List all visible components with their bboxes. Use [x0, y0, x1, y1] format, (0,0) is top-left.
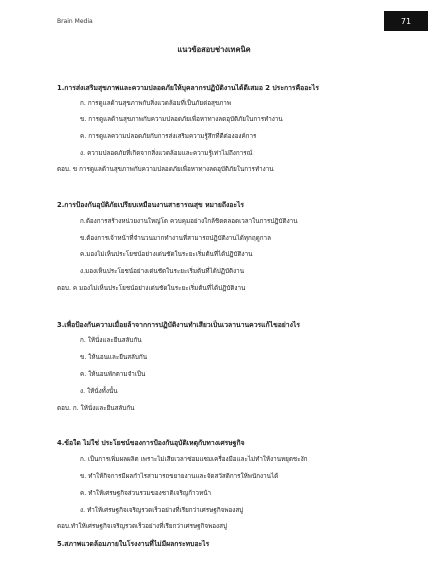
answer-text: ตอบ. ก. ให้นั่งและยืนสลับกัน — [57, 405, 135, 412]
brand-name: Brain Media — [57, 18, 93, 25]
choice-text: ค. การดูแลความปลอดภัยกับการส่งเสริมความรู้สึกที่ดีต่ององค์การ — [80, 133, 257, 140]
choice-text: ข.ต้องการเจ้าหน้าที่จำนวนมากทำงานที่สามารถปฏิบัติงานได้ทุกฤดูกาล — [80, 235, 271, 242]
page-number-badge — [384, 11, 428, 31]
answer-text: ตอบ. ค มองไม่เห็นประโยชน์อย่างเด่นชัดในระยะเริ่มต้นที่ได้ปฏิบัติงาน — [57, 285, 246, 292]
choice-text: ค. ให้นอนพักตามจำเป็น — [80, 371, 146, 378]
choice-text: ง. ความปลอดภัยที่เกิดจากสิ่งแวดล้อมและความรู้เท่าไม่ถึงการณ์ — [80, 150, 253, 157]
question-text: 3.เพื่อป้องกันความเมื่อยล้าจากการปฏิบัติงานทำเสียวเป็นเวลานานควรแก้ไขอย่างไร — [57, 321, 300, 329]
choice-text: ก. ให้นั่งและยืนสลับกัน — [80, 337, 142, 344]
question-text: 5.สภาพแวดล้อมภายในโรงงานที่ไม่มีผลกระทบอะไร — [57, 540, 210, 548]
choice-text: ข. ทำให้กิจการมีผลกำไรสามารถขยายงานและจัดสวัสดิการให้พนักงานได้ — [80, 473, 279, 480]
question-text: 4.ข้อใด ไม่ใช่ ประโยชน์ของการป้องกันอุบัติเหตุกับทางเศรษฐกิจ — [57, 439, 245, 447]
question-text: 1.การส่งเสริมสุขภาพและความปลอดภัยให้บุคลากรปฏิบัติงานได้ดีเสมอ 2 ประการคืออะไร — [57, 84, 319, 92]
choice-text: ง.มองเห็นประโยชน์อย่างเด่นชัดในระยะเริ่มต้นที่ได้ปฏิบัติงาน — [80, 268, 245, 275]
question-text: 2.การป้องกันอุบัติภัยเปรียบเหมือนงานสาธารณสุข หมายถึงอะไร — [57, 201, 245, 209]
page-number: 71 — [400, 16, 412, 26]
page-title: แนวข้อสอบช่างเทคนิค — [177, 45, 251, 54]
choice-text: ก.ต้องการสร้างหน่วยงานใหญ่โต ควบคุมอย่างใกล้ชิดตลอดเวลาในการปฏิบัติงาน — [80, 218, 298, 225]
choice-text: ง. ทำให้เศรษฐกิจเจริญรวดเร็วอย่างที่เรียกว่าเศรษฐกิจพองสบู่ — [80, 507, 244, 514]
answer-text: ตอบ. ข การดูแลด้านสุขภาพกับความปลอดภัยเพื่อหาทางลดอุบัติภัยในการทำงาน — [57, 166, 274, 173]
answer-text: ตอบ.ทำให้เศรษฐกิจเจริญรวดเร็วอย่างที่เรียกว่าเศรษฐกิจพองสบู่ — [57, 523, 227, 530]
choice-text: ง. ให้นั่งทั้งนั้น — [80, 388, 118, 395]
choice-text: ค. ทำให้เศรษฐกิจส่วนรวมของชาติเจริญก้าวหน้า — [80, 490, 212, 497]
choice-text: ค.มองไม่เห็นประโยชน์อย่างเด่นชัดในระยะเริ่มต้นที่ได้ปฏิบัติงาน — [80, 251, 253, 258]
choice-text: ก. เป็นการเพิ่มผลผลิต เพราะไม่เสียเวลาซ่อมแซมเครื่องมือและไม่ทำให้งานหยุดชะงัก — [80, 456, 308, 463]
choice-text: ข. การดูแลด้านสุขภาพกับความปลอดภัยเพื่อหาทางลดอุบัติภัยในการทำงาน — [80, 116, 283, 123]
choice-text: ข. ให้นอนและยืนสลับกัน — [80, 354, 148, 361]
choice-text: ก. การดูแลด้านสุขภาพกับสิ่งแวดล้อมที่เป็นภัยต่อสุขภาพ — [80, 100, 231, 107]
